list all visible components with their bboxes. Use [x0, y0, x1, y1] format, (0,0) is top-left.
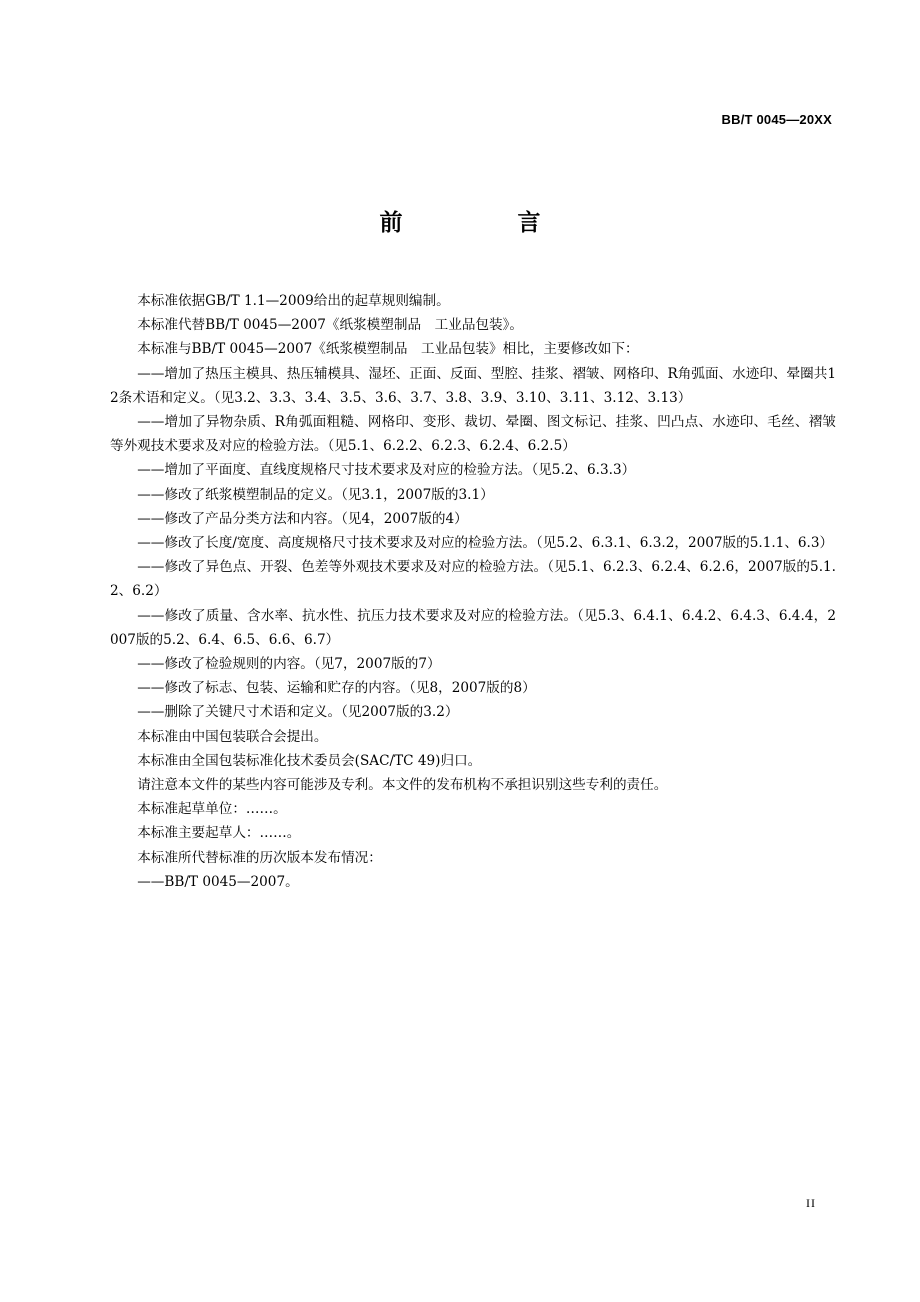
standard-code-header: BB/T 0045—20XX — [721, 112, 832, 127]
paragraph-drafting-rules: 本标准依据GB/T 1.1—2009给出的起草规则编制。 — [137, 293, 450, 309]
change-item: ——增加了平面度、直线度规格尺寸技术要求及对应的检验方法。（见5.2、6.3.3） — [137, 462, 636, 479]
version-history-item: ——BB/T 0045—2007。 — [137, 873, 299, 890]
change-item: ——修改了产品分类方法和内容。（见4，2007版的4） — [137, 510, 468, 527]
page-number: II — [806, 1196, 816, 1210]
paragraph-version-history: 本标准所代替标准的历次版本发布情况： — [137, 849, 382, 866]
change-item: ——修改了检验规则的内容。（见7，2007版的7） — [137, 656, 441, 673]
paragraph-patent-notice: 请注意本文件的某些内容可能涉及专利。本文件的发布机构不承担识别这些专利的责任。 — [137, 777, 668, 794]
paragraph-committee: 本标准由全国包装标准化技术委员会(SAC/TC 49)归口。 — [137, 752, 482, 769]
change-item: ——增加了异物杂质、R角弧面粗糙、网格印、变形、裁切、晕圈、图文标记、挂浆、凹凸点、水迹印、毛丝、褶皱等外观技术要求及对应的检验方法。（见5.1、6.2.2、6.2.3、6.2.4、6.2.5） — [110, 414, 836, 455]
change-item: ——删除了关键尺寸术语和定义。（见2007版的3.2） — [137, 704, 459, 721]
change-item: ——增加了热压主模具、热压辅模具、湿坯、正面、反面、型腔、挂浆、褶皱、网格印、R角弧面、水迹印、晕圈共12条术语和定义。（见3.2、3.3、3.4、3.5、3.6、3.7、3.8、3.9、3.10、3.11、3.12、3.13） — [110, 365, 836, 406]
paragraph-drafters: 本标准主要起草人：……。 — [137, 825, 301, 842]
paragraph-replaces: 本标准代替BB/T 0045—2007《纸浆模塑制品 工业品包装》。 — [137, 317, 523, 334]
paragraph-drafting-units: 本标准起草单位：……。 — [137, 801, 287, 818]
change-item: ——修改了异色点、开裂、色差等外观技术要求及对应的检验方法。（见5.1、6.2.3、6.2.4、6.2.6，2007版的5.1.2、6.2） — [110, 559, 836, 600]
paragraph-comparison: 本标准与BB/T 0045—2007《纸浆模塑制品 工业品包装》相比，主要修改如下： — [137, 341, 639, 358]
foreword-body — [110, 289, 836, 894]
paragraph-proposer: 本标准由中国包装联合会提出。 — [137, 728, 328, 745]
change-item: ——修改了纸浆模塑制品的定义。（见3.1，2007版的3.1） — [137, 486, 494, 503]
change-item: ——修改了长度/宽度、高度规格尺寸技术要求及对应的检验方法。（见5.2、6.3.1、6.3.2，2007版的5.1.1、6.3） — [137, 535, 834, 552]
page-title: 前 言 — [379, 210, 587, 236]
change-item: ——修改了标志、包装、运输和贮存的内容。（见8，2007版的8） — [137, 680, 536, 697]
change-item: ——修改了质量、含水率、抗水性、抗压力技术要求及对应的检验方法。（见5.3、6.4.1、6.4.2、6.4.3、6.4.4，2007版的5.2、6.4、6.5、6.6、6.7） — [110, 607, 836, 648]
